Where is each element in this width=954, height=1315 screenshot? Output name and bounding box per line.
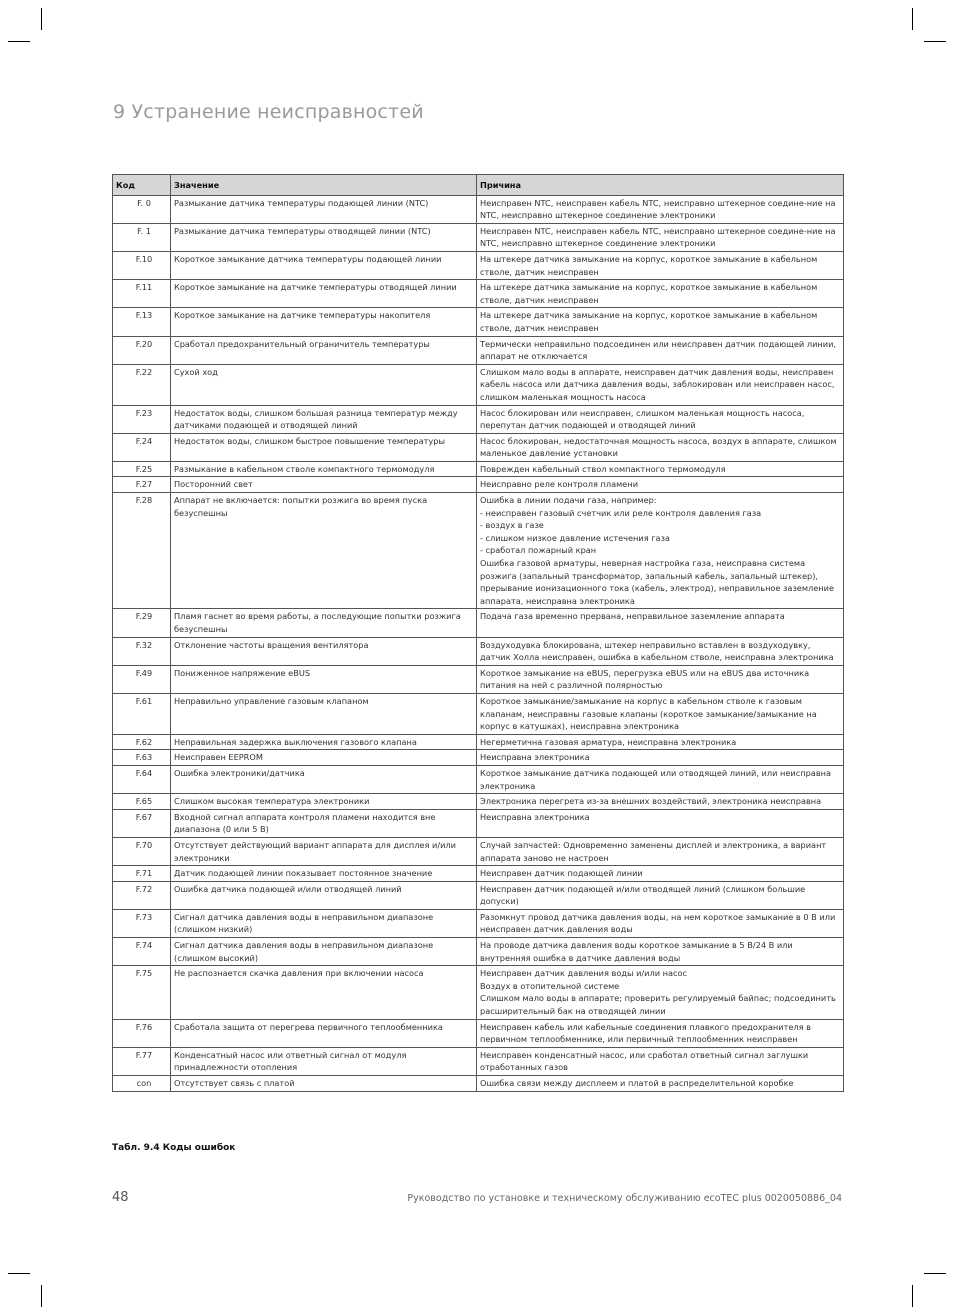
error-code-cell: F.49	[113, 665, 171, 693]
error-cause-cell	[477, 881, 844, 909]
error-cause-cell	[477, 794, 844, 810]
table-caption: Табл. 9.4 Коды ошибок	[112, 1143, 236, 1153]
error-cause-cell	[477, 1047, 844, 1075]
error-cause-cell	[477, 1019, 844, 1047]
table-row	[113, 195, 844, 223]
cause-line: Слишком мало воды в аппарате, неисправен датчик давления воды, неисправен кабель насоса или датчика давления воды, заблокирован или неисправен насос, слишком маленькая мощность насоса	[480, 366, 835, 402]
error-cause-cell	[477, 308, 844, 336]
error-code-cell: F.10	[113, 251, 171, 279]
cause-line: Неисправен кабель или кабельные соединения плавкого предохранителя в первичном теплообменнике, или первичный теплообменник неисправен	[480, 1021, 811, 1045]
error-cause-cell	[477, 637, 844, 665]
error-cause-cell	[477, 461, 844, 477]
error-meaning-cell: Отсутствует действующий вариант аппарата для дисплея и/или электроники	[171, 837, 477, 865]
cause-line: Ошибка в линии подачи газа, например:	[480, 495, 657, 506]
table-row	[113, 734, 844, 750]
cause-line: Разомкнут провод датчика давления воды, на нем короткое замыкание в 0 В или неисправен датчик давления воды	[480, 911, 836, 935]
error-codes-table-wrapper	[112, 174, 843, 1092]
table-row	[113, 364, 844, 405]
error-meaning-cell: Отклонение частоты вращения вентилятора	[171, 637, 477, 665]
cause-line: Поврежден кабельный ствол компактного термомодуля	[480, 463, 726, 474]
crop-mark-bottom-right-vertical	[912, 1285, 913, 1307]
error-cause-cell	[477, 693, 844, 734]
cause-line: Неисправна электроника	[480, 752, 590, 763]
table-row	[113, 1076, 844, 1092]
error-meaning-cell: Неисправен EEPROM	[171, 750, 477, 766]
error-meaning-cell: Короткое замыкание на датчике температуры отводящей линии	[171, 280, 477, 308]
cause-line: На штекере датчика замыкание на корпус, короткое замыкание в кабельном стволе, датчик неисправен	[480, 282, 818, 305]
table-body	[113, 195, 844, 1091]
cause-line: Электроника перегрета из-за внешних воздействий, электроника неисправна	[480, 796, 822, 807]
error-cause-cell	[477, 750, 844, 766]
table-row	[113, 280, 844, 308]
table-row	[113, 938, 844, 966]
error-meaning-cell: Входной сигнал аппарата контроля пламени находится вне диапазона (0 или 5 В)	[171, 809, 477, 837]
error-code-cell: F.75	[113, 966, 171, 1019]
cause-line: Подача газа временно прервана, неправильное заземление аппарата	[480, 611, 785, 622]
table-row	[113, 336, 844, 364]
error-cause-cell	[477, 866, 844, 882]
table-row	[113, 794, 844, 810]
error-meaning-cell: Недостаток воды, слишком большая разница температур между датчиками подающей и отводящей линий	[171, 405, 477, 433]
table-row	[113, 665, 844, 693]
error-cause-cell	[477, 336, 844, 364]
table-row	[113, 251, 844, 279]
cause-line: - слишком низкое давление истечения газа	[480, 532, 670, 543]
error-cause-cell	[477, 280, 844, 308]
table-row	[113, 765, 844, 793]
table-row	[113, 1019, 844, 1047]
error-code-cell: F.74	[113, 938, 171, 966]
error-cause-cell	[477, 493, 844, 609]
table-row	[113, 477, 844, 493]
error-code-cell: F.72	[113, 881, 171, 909]
error-code-cell: F.71	[113, 866, 171, 882]
table-row	[113, 405, 844, 433]
crop-mark-top-right-horizontal	[924, 41, 946, 42]
table-row	[113, 881, 844, 909]
error-cause-cell	[477, 609, 844, 637]
error-code-cell: F.63	[113, 750, 171, 766]
error-cause-cell	[477, 405, 844, 433]
cause-line: - сработал пожарный кран	[480, 545, 597, 556]
cause-line: Ошибка газовой арматуры, неверная настройка газа, неисправна система розжига (запальный трансформатор, запальный кабель, запальный штекер), прерывание ионизационного тока (кабель, электрод), неправильное заземление аппарата, неисправна электроника	[480, 558, 834, 606]
table-row	[113, 693, 844, 734]
table-row	[113, 966, 844, 1019]
error-cause-cell	[477, 477, 844, 493]
error-meaning-cell: Сработал предохранительный ограничитель температуры	[171, 336, 477, 364]
error-code-cell: F.70	[113, 837, 171, 865]
cause-line: Неисправно реле контроля пламени	[480, 479, 639, 490]
error-meaning-cell: Недостаток воды, слишком быстрое повышение температуры	[171, 433, 477, 461]
error-code-cell: F.11	[113, 280, 171, 308]
table-row	[113, 609, 844, 637]
crop-mark-top-left-horizontal	[8, 41, 30, 42]
cause-line: Неисправен датчик давления воды и/или насос	[480, 968, 688, 979]
crop-mark-top-left-vertical	[41, 8, 42, 30]
header-cause: Причина	[477, 175, 844, 196]
error-meaning-cell: Неправильно управление газовым клапаном	[171, 693, 477, 734]
error-cause-cell	[477, 837, 844, 865]
table-row	[113, 909, 844, 937]
crop-mark-bottom-right-horizontal	[924, 1273, 946, 1274]
error-cause-cell	[477, 195, 844, 223]
error-cause-cell	[477, 734, 844, 750]
header-meaning: Значение	[171, 175, 477, 196]
error-meaning-cell: Слишком высокая температура электроники	[171, 794, 477, 810]
error-code-cell: con	[113, 1076, 171, 1092]
error-meaning-cell: Конденсатный насос или ответный сигнал от модуля принадлежности отопления	[171, 1047, 477, 1075]
error-code-cell: F.65	[113, 794, 171, 810]
cause-line: Короткое замыкание/замыкание на корпус в кабельном стволе к газовым клапанам, неисправны газовые клапаны (короткое замыкание/замыкание на корпус в катушках), неисправна электроника	[480, 695, 817, 732]
error-meaning-cell: Короткое замыкание на датчике температуры накопителя	[171, 308, 477, 336]
table-row	[113, 866, 844, 882]
table-row	[113, 809, 844, 837]
cause-line: Неисправен конденсатный насос, или сработал ответный сигнал заглушки отработанных газов	[480, 1049, 809, 1073]
error-cause-cell	[477, 1076, 844, 1092]
error-code-cell: F.24	[113, 433, 171, 461]
error-code-cell: F.27	[113, 477, 171, 493]
error-code-cell: F.20	[113, 336, 171, 364]
error-meaning-cell: Ошибка электроники/датчика	[171, 765, 477, 793]
page-number: 48	[112, 1190, 129, 1205]
error-code-cell: F.67	[113, 809, 171, 837]
error-meaning-cell: Ошибка датчика подающей и/или отводящей линий	[171, 881, 477, 909]
cause-line: Ошибка связи между дисплеем и платой в распределительной коробке	[480, 1078, 794, 1088]
error-meaning-cell: Пониженное напряжение eBUS	[171, 665, 477, 693]
cause-line: - воздух в газе	[480, 520, 544, 531]
section-heading: 9 Устранение неисправностей	[113, 100, 424, 123]
error-cause-cell	[477, 433, 844, 461]
error-cause-cell	[477, 364, 844, 405]
error-code-cell: F.61	[113, 693, 171, 734]
error-code-cell: F.62	[113, 734, 171, 750]
error-cause-cell	[477, 251, 844, 279]
cause-line: На штекере датчика замыкание на корпус, короткое замыкание в кабельном стволе, датчик неисправен	[480, 310, 818, 333]
error-meaning-cell: Размыкание в кабельном стволе компактного термомодуля	[171, 461, 477, 477]
crop-mark-bottom-left-horizontal	[8, 1273, 30, 1274]
error-code-cell: F.32	[113, 637, 171, 665]
error-meaning-cell: Отсутствует связь с платой	[171, 1076, 477, 1092]
table-header-row	[113, 175, 844, 196]
cause-line: Насос блокирован, недостаточная мощность насоса, воздух в аппарате, слишком маленькое давление установки	[480, 435, 837, 459]
error-meaning-cell: Короткое замыкание датчика температуры подающей линии	[171, 251, 477, 279]
error-codes-table	[112, 174, 844, 1092]
table-row	[113, 637, 844, 665]
error-meaning-cell: Аппарат не включается: попытки розжига во время пуска безуспешны	[171, 493, 477, 609]
table-row	[113, 1047, 844, 1075]
cause-line: Термически неправильно подсоединен или неисправен датчик подающей линии, аппарат не отключается	[480, 338, 836, 362]
table-row	[113, 223, 844, 251]
footer-text: Руководство по установке и техническому обслуживанию ecoTEC plus 0020050886_04	[407, 1193, 842, 1204]
error-code-cell: F. 0	[113, 195, 171, 223]
cause-line: Неисправен NTC, неисправен кабель NTC, неисправно штекерное соедине-ние на NTC, неисправно штекерное соединение электроники	[480, 225, 836, 249]
error-code-cell: F.25	[113, 461, 171, 477]
cause-line: Насос блокирован или неисправен, слишком маленькая мощность насоса, перепутан датчик подающей и отводящей линий	[480, 407, 805, 431]
table-row	[113, 308, 844, 336]
crop-mark-bottom-left-vertical	[41, 1285, 42, 1307]
cause-line: Короткое замыкание на eBUS, перегрузка eBUS или на eBUS два источника питания на ней с различной полярностью	[480, 667, 810, 691]
error-code-cell: F.22	[113, 364, 171, 405]
cause-line: Воздух в отопительной системе	[480, 980, 620, 991]
error-meaning-cell: Посторонний свет	[171, 477, 477, 493]
cause-line: Неисправна электроника	[480, 811, 590, 822]
error-cause-cell	[477, 966, 844, 1019]
error-cause-cell	[477, 909, 844, 937]
error-meaning-cell: Пламя гаснет во время работы, а последующие попытки розжига безуспешны	[171, 609, 477, 637]
error-code-cell: F.23	[113, 405, 171, 433]
error-meaning-cell: Сухой ход	[171, 364, 477, 405]
error-meaning-cell: Сигнал датчика давления воды в неправильном диапазоне (слишком низкий)	[171, 909, 477, 937]
table-row	[113, 750, 844, 766]
cause-line: Случай запчастей: Одновременно заменены дисплей и электроника, а вариант аппарата заново не настроен	[480, 839, 827, 863]
error-cause-cell	[477, 809, 844, 837]
error-cause-cell	[477, 665, 844, 693]
cause-line: Неисправен датчик подающей и/или отводящей линий (слишком большие допуски)	[480, 883, 806, 907]
cause-line: - неисправен газовый счетчик или реле контроля давления газа	[480, 507, 762, 518]
table-row	[113, 837, 844, 865]
cause-line: На проводе датчика давления воды короткое замыкание в 5 В/24 В или внутренняя ошибка в датчике давления воды	[480, 940, 793, 963]
cause-line: Воздуходувка блокирована, штекер неправильно вставлен в воздуходувку, датчик Холла неисправен, ошибка в кабельном стволе, неисправна электроника	[480, 639, 834, 663]
error-meaning-cell: Размыкание датчика температуры подающей линии (NTC)	[171, 195, 477, 223]
error-cause-cell	[477, 223, 844, 251]
cause-line: Негерметична газовая арматура, неисправна электроника	[480, 736, 737, 747]
error-meaning-cell: Не распознается скачка давления при включении насоса	[171, 966, 477, 1019]
cause-line: Неисправен NTC, неисправен кабель NTC, неисправно штекерное соедине-ние на NTC, неисправно штекерное соединение электроники	[480, 197, 836, 221]
error-code-cell: F.76	[113, 1019, 171, 1047]
error-code-cell: F.73	[113, 909, 171, 937]
error-code-cell: F.29	[113, 609, 171, 637]
crop-mark-top-right-vertical	[912, 8, 913, 30]
error-cause-cell	[477, 765, 844, 793]
error-meaning-cell: Сигнал датчика давления воды в неправильном диапазоне (слишком высокий)	[171, 938, 477, 966]
error-code-cell: F.64	[113, 765, 171, 793]
cause-line: Слишком мало воды в аппарате; проверить регулируемый байпас; подсоединить расширительный бак на отводящей линии	[480, 993, 836, 1017]
cause-line: На штекере датчика замыкание на корпус, короткое замыкание в кабельном стволе, датчик неисправен	[480, 253, 818, 277]
error-code-cell: F.77	[113, 1047, 171, 1075]
cause-line: Неисправен датчик подающей линии	[480, 868, 643, 879]
error-meaning-cell: Неправильная задержка выключения газового клапана	[171, 734, 477, 750]
header-code: Код	[113, 175, 171, 196]
error-code-cell: F. 1	[113, 223, 171, 251]
table-row	[113, 461, 844, 477]
error-meaning-cell: Датчик подающей линии показывает постоянное значение	[171, 866, 477, 882]
error-meaning-cell: Размыкание датчика температуры отводящей линии (NTC)	[171, 223, 477, 251]
error-code-cell: F.13	[113, 308, 171, 336]
cause-line: Короткое замыкание датчика подающей или отводящей линий, или неисправна электроника	[480, 767, 832, 791]
error-meaning-cell: Сработала защита от перегрева первичного теплообменника	[171, 1019, 477, 1047]
error-code-cell: F.28	[113, 493, 171, 609]
error-cause-cell	[477, 938, 844, 966]
table-row	[113, 433, 844, 461]
table-row	[113, 493, 844, 609]
